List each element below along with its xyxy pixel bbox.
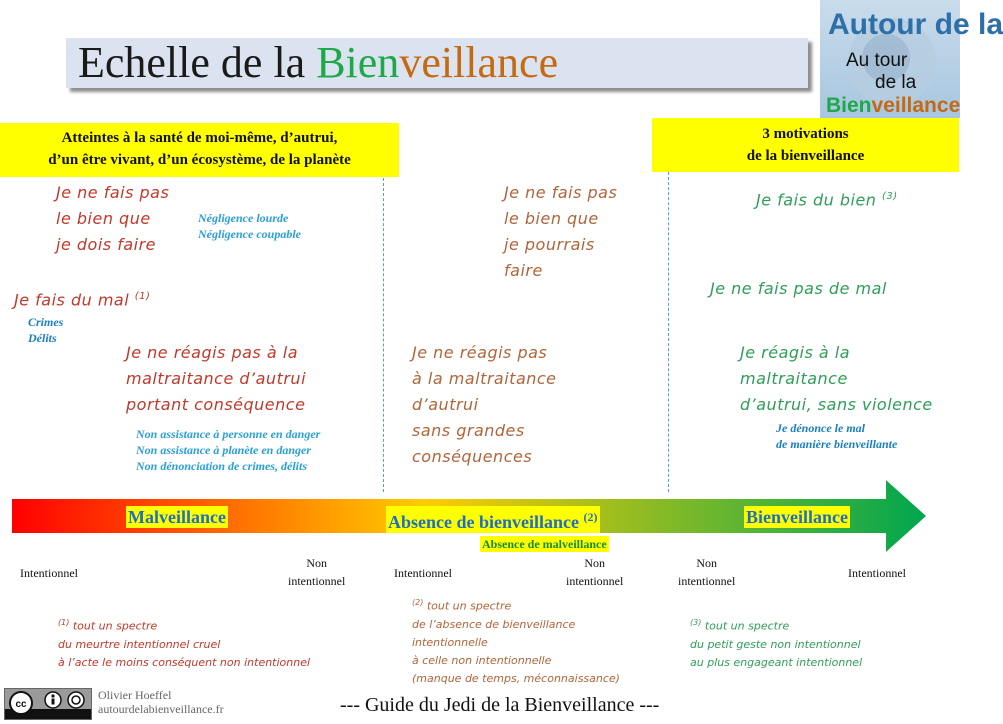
scale-label-absence-text: Absence de bienveillance <box>388 512 579 532</box>
cc-license-badge <box>4 688 92 720</box>
page-title <box>78 36 558 90</box>
separator-left <box>383 178 384 492</box>
left-note-non-assistance: Non assistance à personne en danger Non assistance à planète en danger Non dénonciation de crimes, délits <box>136 427 321 473</box>
axis-non-intentionnel-1: Non intentionnel <box>288 556 346 588</box>
header-atteintes: Atteintes à la santé de moi-même, d’autrui, d’un être vivant, d’un écosystème, de la planète <box>0 123 399 177</box>
footnote-3-sup: (3) <box>690 618 702 627</box>
logo-bottom-orange: veillance <box>871 94 961 117</box>
scale-label-absence-malveillance: Absence de malveillance <box>482 537 607 551</box>
right-phrase-reagis: Je réagis à la maltraitance d’autrui, sans violence <box>740 343 933 414</box>
middle-phrase-ne-reagis-pas: Je ne réagis pas à la maltraitance d’autrui sans grandes conséquences <box>412 343 557 466</box>
left-phrase-ne-reagis-pas: Je ne réagis pas à la maltraitance d’autrui portant conséquence <box>126 343 307 414</box>
axis-intentionnel-2: Intentionnel <box>394 566 452 580</box>
right-phrase-fais-bien-text: Je fais du bien <box>756 190 877 210</box>
footnote-3 <box>690 614 862 672</box>
logo-bottom <box>826 94 960 118</box>
left-phrase-ne-fais-pas-bien: Je ne fais pas le bien que je dois faire <box>56 183 170 254</box>
logo-bottom-green: Bien <box>826 94 872 117</box>
scale-label-bienveillance: Bienveillance <box>746 507 848 527</box>
axis-non-intentionnel-2: Non intentionnel <box>566 556 624 588</box>
guide-footer: --- Guide du Jedi de la Bienveillance --- <box>340 694 660 716</box>
footnote-1-text: tout un spectre du meurtre intentionnel cruel à l’acte le moins conséquent non intentionnel <box>58 619 311 669</box>
left-phrase-fais-mal-sup: (1) <box>134 291 151 302</box>
right-phrase-fais-bien <box>756 184 898 213</box>
left-note-crimes: Crimes Délits <box>28 315 64 345</box>
logo-line-2: de la <box>875 72 917 93</box>
footnote-1 <box>58 614 310 672</box>
left-phrase-fais-mal-text: Je fais du mal <box>14 290 130 310</box>
axis-intentionnel-1: Intentionnel <box>20 566 78 580</box>
scale-label-absence-sup: (2) <box>583 510 598 524</box>
header-motivations: 3 motivations de la bienveillance <box>652 118 959 172</box>
svg-text:cc: cc <box>15 699 27 710</box>
right-phrase-fais-bien-sup: (3) <box>882 191 898 202</box>
footnote-2 <box>412 594 620 688</box>
axis-intentionnel-3: Intentionnel <box>848 566 906 580</box>
right-phrase-ne-fais-pas-mal: Je ne fais pas de mal <box>710 279 887 298</box>
separator-right <box>668 172 669 492</box>
footnote-2-text: tout un spectre de l’absence de bienveillance intentionnelle à celle non intentionnelle (manque de temps, méconnaissance) <box>412 599 620 685</box>
title-part-orange: veillance <box>399 38 559 87</box>
logo-line-1: Au tour <box>846 50 908 71</box>
cc-by-sa-icon <box>5 689 91 719</box>
scale-label-absence-bienveillance <box>386 506 600 533</box>
title-part-green: Bien <box>316 38 400 87</box>
logo-arc-text: Autour de la <box>828 8 1003 41</box>
axis-non-intentionnel-3: Non intentionnel <box>678 556 736 588</box>
footnote-1-sup: (1) <box>58 618 70 627</box>
left-note-negligence: Négligence lourde Négligence coupable <box>198 211 301 241</box>
right-note-denonce: Je dénonce le mal de manière bienveillante <box>776 421 898 451</box>
left-phrase-fais-mal <box>14 284 150 313</box>
author-credit: Olivier Hoeffel autourdelabienveillance.fr <box>98 688 224 716</box>
scale-label-malveillance: Malveillance <box>128 507 226 527</box>
footnote-2-sup: (2) <box>412 598 424 607</box>
footnote-3-text: tout un spectre du petit geste non intentionnel au plus engageant intentionnel <box>690 619 863 669</box>
middle-phrase-ne-fais-pas-bien: Je ne fais pas le bien que je pourrais faire <box>504 183 618 280</box>
title-part-plain: Echelle de la <box>78 38 317 87</box>
